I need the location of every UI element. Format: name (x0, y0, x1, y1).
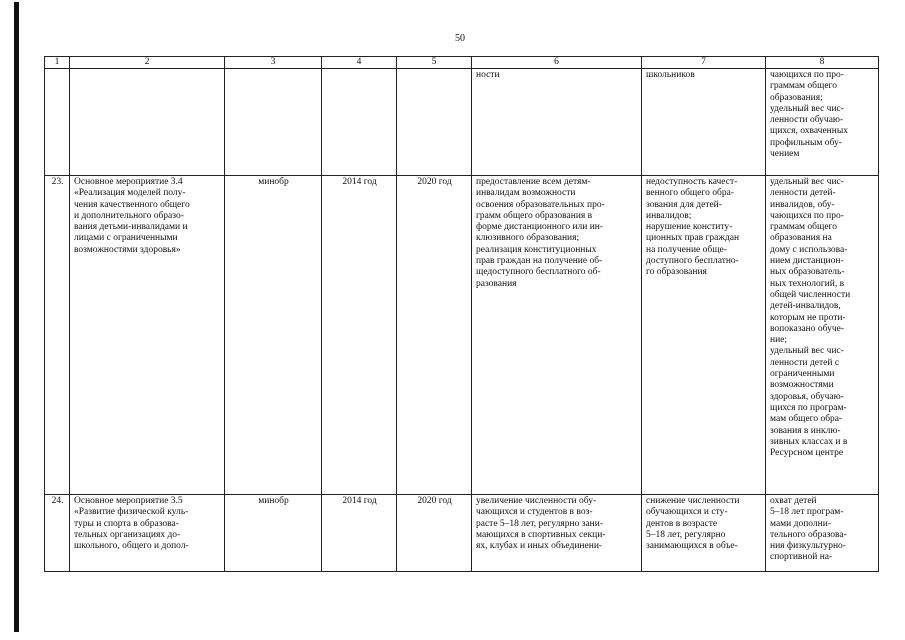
cell-empty (225, 69, 322, 176)
cell-empty (322, 69, 397, 176)
cell-start-year: 2014 год (322, 176, 397, 495)
cell-start-year: 2014 год (322, 495, 397, 572)
column-header: 5 (397, 57, 472, 69)
continuation-row (45, 69, 879, 176)
cell-indicators: охват детей 5–18 лет програм- мами дополни- тельного образова- ния физкультурно- спортивной на- (766, 495, 879, 572)
cell-row-number: 24. (45, 495, 70, 572)
cell-expected-result: предоставление всем детям- инвалидам возможности освоения образовательных про- грамм общего образования в форме дистанционного или ин- клюзивного образования; реализация конституционных прав граждан на получение об- щедоступного бесплатного об- разования (472, 176, 642, 495)
program-activities-table (44, 56, 879, 572)
cell-expected-result: увеличение численности обу- чающихся и студентов в воз- расте 5–18 лет, регулярно зани- мающихся в спортивных секци- ях, клубах и иных объединени- (472, 495, 642, 572)
table-row (45, 176, 879, 495)
cell-empty (70, 69, 225, 176)
page-number: 50 (455, 33, 465, 44)
scan-edge-bar (14, 2, 19, 632)
cell-consequences: недоступность качест- венного общего обра- зования для детей- инвалидов; нарушение конститу- ционных прав граждан на получение обще- доступного бесплатно- го образования (642, 176, 766, 495)
column-header: 2 (70, 57, 225, 69)
cell-row-number: 23. (45, 176, 70, 495)
cell-activity: Основное мероприятие 3.4 «Реализация моделей полу- чения качественного общего и дополнительного образо- вания детьми-инвалидами и лицами с ограниченными возможностями здоровья» (70, 176, 225, 495)
cell-result-continued: ности (472, 69, 642, 176)
cell-end-year: 2020 год (397, 176, 472, 495)
cell-executor: минобр (225, 495, 322, 572)
cell-activity: Основное мероприятие 3.5 «Развитие физической куль- туры и спорта в образова- тельных организациях до- школьного, общего и допол- (70, 495, 225, 572)
cell-indicators: удельный вес чис- ленности детей- инвалидов, обу- чающихся по про- граммам общего образования на дому с использова- нием дистанцион- ных образователь- ных технологий, в общей численности детей-инвалидов, которым не проти- вопоказано обуче- ние; удельный вес чис- ленности детей с ограниченными возможностями здоровья, обучаю- щихся по програм- мам общего обра- зования в инклю- зивных классах и в Ресурсном центре (766, 176, 879, 495)
column-number-row (45, 57, 879, 69)
cell-empty (45, 69, 70, 176)
cell-end-year: 2020 год (397, 495, 472, 572)
table-row (45, 495, 879, 572)
cell-empty (397, 69, 472, 176)
cell-executor: минобр (225, 176, 322, 495)
column-header: 1 (45, 57, 70, 69)
column-header: 7 (642, 57, 766, 69)
column-header: 6 (472, 57, 642, 69)
cell-consequences-continued: школьников (642, 69, 766, 176)
cell-indicators-continued: чающихся по про- граммам общего образования; удельный вес чис- ленности обучаю- щихся, охваченных профильным обу- чением (766, 69, 879, 176)
column-header: 8 (766, 57, 879, 69)
column-header: 3 (225, 57, 322, 69)
column-header: 4 (322, 57, 397, 69)
cell-consequences: снижение численности обучающихся и сту- дентов в возрасте 5–18 лет, регулярно занимающихся в объе- (642, 495, 766, 572)
